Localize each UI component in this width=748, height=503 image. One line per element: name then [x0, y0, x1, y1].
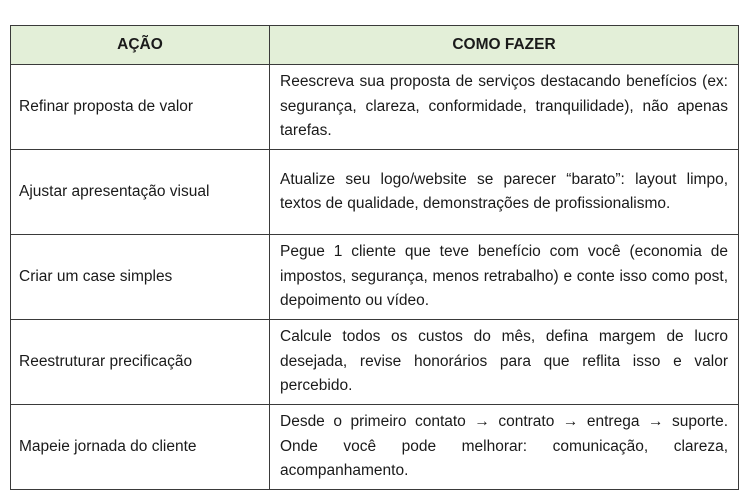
- row-how-cell: Pegue 1 cliente que teve benefício com você (economia de impostos, segurança, menos retrabalho) e conte isso como post, depoimento ou vídeo.: [270, 235, 739, 320]
- row-how-cell: Atualize seu logo/website se parecer “barato”: layout limpo, textos de qualidade, demonstrações de profissionalismo.: [270, 150, 739, 235]
- row-how-cell: Reescreva sua proposta de serviços destacando benefícios (ex: segurança, clareza, conformidade, tranquilidade), não apenas tarefas.: [270, 65, 739, 150]
- row-action-cell: Ajustar apresentação visual: [11, 150, 270, 235]
- table-row: [11, 235, 739, 320]
- row-action-cell: Mapeie jornada do cliente: [11, 405, 270, 490]
- table-row: [11, 150, 739, 235]
- row-action-cell: Reestruturar precificação: [11, 320, 270, 405]
- row-how-cell: Calcule todos os custos do mês, defina margem de lucro desejada, revise honorários para que reflita isso e valor percebido.: [270, 320, 739, 405]
- header-action: AÇÃO: [11, 26, 270, 65]
- row-action-cell: Criar um case simples: [11, 235, 270, 320]
- table-row: [11, 405, 739, 490]
- table-row: [11, 320, 739, 405]
- table-row: [11, 65, 739, 150]
- table-header-row: [11, 26, 739, 65]
- header-how: COMO FAZER: [270, 26, 739, 65]
- row-action-cell: Refinar proposta de valor: [11, 65, 270, 150]
- action-plan-table: [10, 25, 739, 490]
- row-how-cell: Desde o primeiro contato → contrato → entrega → suporte. Onde você pode melhorar: comunicação, clareza, acompanhamento.: [270, 405, 739, 490]
